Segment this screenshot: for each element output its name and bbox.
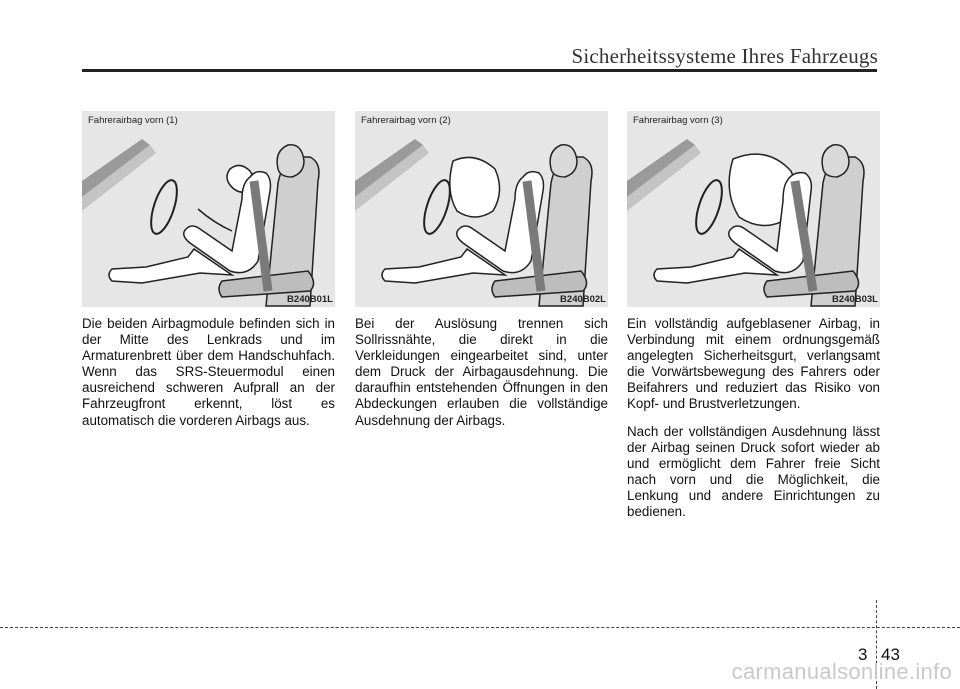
figure-caption: Fahrerairbag vorn (3)	[633, 115, 723, 126]
figure-caption: Fahrerairbag vorn (2)	[361, 115, 451, 126]
body-paragraph: Nach der vollständigen Ausdehnung lässt der Airbag seinen Druck sofort wieder ab und ermöglicht dem Fahrer freie Sicht nach vorn und die Möglichkeit, die Lenkung und andere Einrichtungen zu bedienen.	[627, 423, 880, 520]
figure-airbag-1	[82, 111, 335, 307]
page-header-title: Sicherheitssysteme Ihres Fahrzeugs	[571, 44, 878, 68]
column-1	[82, 111, 335, 429]
page-number: 43	[881, 645, 900, 664]
figure-airbag-2	[355, 111, 608, 307]
footer-rule	[0, 627, 960, 628]
airbag-illustration-2	[355, 111, 608, 307]
header-rule	[82, 69, 877, 72]
body-paragraph: Ein vollständig aufgeblasener Airbag, in Verbindung mit einem ordnungsgemäß angelegten Sicherheitsgurt, verlangsamt die Vorwärtsbewegung des Fahrers oder Beifahrers und reduziert das Risiko von Kopf- und Brustverletzungen.	[627, 316, 880, 412]
watermark: carmanualsonline.info	[731, 659, 952, 684]
section-number: 3	[858, 645, 868, 664]
figure-caption: Fahrerairbag vorn (1)	[88, 115, 178, 126]
column-3	[627, 111, 880, 520]
column-2	[355, 111, 608, 429]
figure-airbag-3	[627, 111, 880, 307]
airbag-illustration-3	[627, 111, 880, 307]
body-paragraph: Die beiden Airbagmodule befinden sich in der Mitte des Lenkrads und im Armaturenbrett über dem Handschuhfach. Wenn das SRS-Steuermodul einen ausreichend schweren Aufprall an der Fahrzeugfront erkennt, löst es automatisch die vorderen Airbags aus.	[82, 316, 335, 428]
body-paragraph: Bei der Auslösung trennen sich Sollrissnähte, die direkt in die Verkleidungen eingearbeitet sind, unter dem Druck der Airbagausdehnung. Die daraufhin entstehenden Öffnungen in den Abdeckungen erlauben die vollständige Ausdehnung der Airbags.	[355, 316, 608, 428]
airbag-illustration-1	[82, 111, 335, 307]
figure-code: B240B03L	[832, 294, 878, 305]
figure-code: B240B02L	[560, 294, 606, 305]
figure-code: B240B01L	[287, 294, 333, 305]
